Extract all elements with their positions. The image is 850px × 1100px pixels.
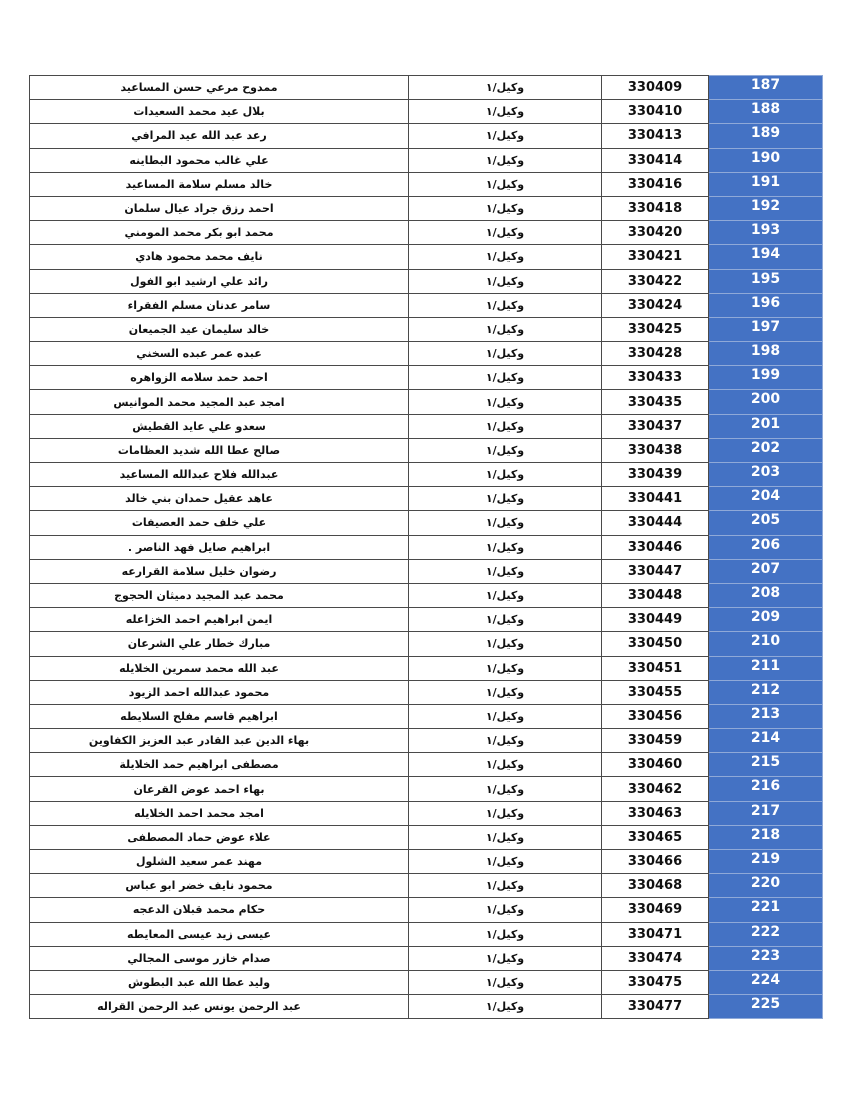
rank-cell: وكيل/١ [409, 777, 602, 801]
table-row [30, 100, 823, 124]
person-name-cell: عاهد عقيل حمدان بني خالد [30, 487, 409, 511]
personnel-number-cell: 330410 [602, 100, 709, 124]
table-row [30, 922, 823, 946]
table-row [30, 704, 823, 728]
personnel-number-cell: 330475 [602, 970, 709, 994]
personnel-number-cell: 330446 [602, 535, 709, 559]
person-name-cell: رضوان خليل سلامة القرارعه [30, 559, 409, 583]
person-name-cell: خالد سليمان عيد الجميعان [30, 317, 409, 341]
sequence-number-cell: 225 [709, 995, 823, 1019]
sequence-number-cell: 219 [709, 850, 823, 874]
rank-cell: وكيل/١ [409, 269, 602, 293]
personnel-number-cell: 330471 [602, 922, 709, 946]
person-name-cell: احمد رزق جراد عيال سلمان [30, 196, 409, 220]
sequence-number-cell: 187 [709, 76, 823, 100]
personnel-number-cell: 330409 [602, 76, 709, 100]
personnel-number-cell: 330418 [602, 196, 709, 220]
table-row [30, 196, 823, 220]
sequence-number-cell: 189 [709, 124, 823, 148]
rank-cell: وكيل/١ [409, 390, 602, 414]
person-name-cell: مهند عمر سعيد الشلول [30, 850, 409, 874]
table-row [30, 317, 823, 341]
table-row [30, 680, 823, 704]
person-name-cell: حكام محمد قبلان الدعجه [30, 898, 409, 922]
sequence-number-cell: 205 [709, 511, 823, 535]
personnel-number-cell: 330469 [602, 898, 709, 922]
personnel-number-cell: 330437 [602, 414, 709, 438]
sequence-number-cell: 193 [709, 221, 823, 245]
sequence-number-cell: 190 [709, 148, 823, 172]
personnel-number-cell: 330444 [602, 511, 709, 535]
personnel-number-cell: 330468 [602, 874, 709, 898]
table-row [30, 124, 823, 148]
personnel-number-cell: 330460 [602, 753, 709, 777]
sequence-number-cell: 213 [709, 704, 823, 728]
sequence-number-cell: 210 [709, 632, 823, 656]
personnel-number-cell: 330425 [602, 317, 709, 341]
sequence-number-cell: 222 [709, 922, 823, 946]
person-name-cell: ايمن ابراهيم احمد الخزاعله [30, 608, 409, 632]
personnel-number-cell: 330451 [602, 656, 709, 680]
person-name-cell: رائد علي ارشيد ابو الفول [30, 269, 409, 293]
table-row [30, 414, 823, 438]
person-name-cell: محمد ابو بكر محمد المومني [30, 221, 409, 245]
personnel-number-cell: 330421 [602, 245, 709, 269]
personnel-number-cell: 330414 [602, 148, 709, 172]
rank-cell: وكيل/١ [409, 922, 602, 946]
rank-cell: وكيل/١ [409, 680, 602, 704]
person-name-cell: بهاء احمد عوض القرعان [30, 777, 409, 801]
personnel-number-cell: 330456 [602, 704, 709, 728]
rank-cell: وكيل/١ [409, 148, 602, 172]
rank-cell: وكيل/١ [409, 801, 602, 825]
personnel-number-cell: 330462 [602, 777, 709, 801]
table-row [30, 269, 823, 293]
personnel-number-cell: 330439 [602, 463, 709, 487]
person-name-cell: محمود نايف خضر ابو عباس [30, 874, 409, 898]
table-row [30, 148, 823, 172]
sequence-number-cell: 215 [709, 753, 823, 777]
person-name-cell: عبد الرحمن يونس عبد الرحمن القراله [30, 995, 409, 1019]
table-row [30, 221, 823, 245]
personnel-number-cell: 330435 [602, 390, 709, 414]
personnel-number-cell: 330413 [602, 124, 709, 148]
table-row [30, 632, 823, 656]
sequence-number-cell: 224 [709, 970, 823, 994]
rank-cell: وكيل/١ [409, 559, 602, 583]
sequence-number-cell: 192 [709, 196, 823, 220]
rank-cell: وكيل/١ [409, 753, 602, 777]
person-name-cell: علي خلف حمد العصيفات [30, 511, 409, 535]
personnel-number-cell: 330477 [602, 995, 709, 1019]
table-row [30, 172, 823, 196]
personnel-number-cell: 330420 [602, 221, 709, 245]
table-row [30, 825, 823, 849]
person-name-cell: عبد الله محمد سمرين الخلايله [30, 656, 409, 680]
sequence-number-cell: 201 [709, 414, 823, 438]
personnel-number-cell: 330466 [602, 850, 709, 874]
sequence-number-cell: 209 [709, 608, 823, 632]
personnel-number-cell: 330450 [602, 632, 709, 656]
sequence-number-cell: 198 [709, 342, 823, 366]
personnel-table [29, 75, 823, 1019]
person-name-cell: امجد محمد احمد الخلايله [30, 801, 409, 825]
rank-cell: وكيل/١ [409, 100, 602, 124]
table-row [30, 293, 823, 317]
sequence-number-cell: 216 [709, 777, 823, 801]
table-row [30, 583, 823, 607]
person-name-cell: علاء عوض حماد المصطفى [30, 825, 409, 849]
sequence-number-cell: 212 [709, 680, 823, 704]
person-name-cell: ممدوح مرعي حسن المساعيد [30, 76, 409, 100]
person-name-cell: عبدالله فلاح عبدالله المساعيد [30, 463, 409, 487]
sequence-number-cell: 221 [709, 898, 823, 922]
table-row [30, 874, 823, 898]
rank-cell: وكيل/١ [409, 995, 602, 1019]
personnel-number-cell: 330448 [602, 583, 709, 607]
personnel-number-cell: 330438 [602, 438, 709, 462]
table-row [30, 245, 823, 269]
personnel-number-cell: 330416 [602, 172, 709, 196]
person-name-cell: امجد عبد المجيد محمد الموانيس [30, 390, 409, 414]
person-name-cell: خالد مسلم سلامة المساعيد [30, 172, 409, 196]
rank-cell: وكيل/١ [409, 874, 602, 898]
rank-cell: وكيل/١ [409, 825, 602, 849]
table-row [30, 366, 823, 390]
personnel-number-cell: 330449 [602, 608, 709, 632]
personnel-number-cell: 330465 [602, 825, 709, 849]
rank-cell: وكيل/١ [409, 124, 602, 148]
person-name-cell: بهاء الدين عبد القادر عبد العزيز الكفاوين [30, 729, 409, 753]
rank-cell: وكيل/١ [409, 414, 602, 438]
table-row [30, 390, 823, 414]
rank-cell: وكيل/١ [409, 656, 602, 680]
table-row [30, 656, 823, 680]
table-row [30, 946, 823, 970]
rank-cell: وكيل/١ [409, 196, 602, 220]
rank-cell: وكيل/١ [409, 245, 602, 269]
person-name-cell: نايف محمد محمود هادي [30, 245, 409, 269]
table-row [30, 342, 823, 366]
sequence-number-cell: 207 [709, 559, 823, 583]
personnel-number-cell: 330433 [602, 366, 709, 390]
personnel-number-cell: 330441 [602, 487, 709, 511]
sequence-number-cell: 218 [709, 825, 823, 849]
table-row [30, 753, 823, 777]
person-name-cell: صدام خازر موسى المجالي [30, 946, 409, 970]
rank-cell: وكيل/١ [409, 172, 602, 196]
person-name-cell: احمد حمد سلامه الزواهره [30, 366, 409, 390]
sequence-number-cell: 217 [709, 801, 823, 825]
table-row [30, 801, 823, 825]
table-row [30, 463, 823, 487]
sequence-number-cell: 188 [709, 100, 823, 124]
rank-cell: وكيل/١ [409, 632, 602, 656]
personnel-number-cell: 330424 [602, 293, 709, 317]
sequence-number-cell: 211 [709, 656, 823, 680]
sequence-number-cell: 200 [709, 390, 823, 414]
rank-cell: وكيل/١ [409, 221, 602, 245]
sequence-number-cell: 191 [709, 172, 823, 196]
table-row [30, 777, 823, 801]
personnel-number-cell: 330455 [602, 680, 709, 704]
sequence-number-cell: 194 [709, 245, 823, 269]
person-name-cell: محمود عبدالله احمد الزيود [30, 680, 409, 704]
table-row [30, 898, 823, 922]
person-name-cell: عيسى زيد عيسى المعايطه [30, 922, 409, 946]
person-name-cell: وليد عطا الله عبد البطوش [30, 970, 409, 994]
person-name-cell: ابراهيم صايل فهد الناصر . [30, 535, 409, 559]
rank-cell: وكيل/١ [409, 487, 602, 511]
rank-cell: وكيل/١ [409, 463, 602, 487]
sequence-number-cell: 204 [709, 487, 823, 511]
rank-cell: وكيل/١ [409, 76, 602, 100]
rank-cell: وكيل/١ [409, 583, 602, 607]
personnel-number-cell: 330474 [602, 946, 709, 970]
table-row [30, 729, 823, 753]
rank-cell: وكيل/١ [409, 535, 602, 559]
person-name-cell: مصطفى ابراهيم حمد الخلايلة [30, 753, 409, 777]
personnel-number-cell: 330447 [602, 559, 709, 583]
sequence-number-cell: 196 [709, 293, 823, 317]
personnel-table-body [30, 76, 823, 1019]
rank-cell: وكيل/١ [409, 898, 602, 922]
rank-cell: وكيل/١ [409, 729, 602, 753]
person-name-cell: سامر عدنان مسلم الفقراء [30, 293, 409, 317]
table-row [30, 487, 823, 511]
personnel-number-cell: 330459 [602, 729, 709, 753]
personnel-number-cell: 330422 [602, 269, 709, 293]
table-row [30, 608, 823, 632]
person-name-cell: ابراهيم قاسم مفلح السلايطه [30, 704, 409, 728]
table-row [30, 970, 823, 994]
sequence-number-cell: 220 [709, 874, 823, 898]
person-name-cell: رعد عبد الله عيد المرافي [30, 124, 409, 148]
sequence-number-cell: 195 [709, 269, 823, 293]
personnel-number-cell: 330463 [602, 801, 709, 825]
table-row [30, 559, 823, 583]
rank-cell: وكيل/١ [409, 293, 602, 317]
table-row [30, 850, 823, 874]
sequence-number-cell: 199 [709, 366, 823, 390]
sequence-number-cell: 206 [709, 535, 823, 559]
table-row [30, 438, 823, 462]
person-name-cell: علي غالب محمود البطاينه [30, 148, 409, 172]
rank-cell: وكيل/١ [409, 608, 602, 632]
person-name-cell: سعدو علي عايد القطيش [30, 414, 409, 438]
person-name-cell: بلال عيد محمد السعيدات [30, 100, 409, 124]
table-row [30, 535, 823, 559]
rank-cell: وكيل/١ [409, 946, 602, 970]
rank-cell: وكيل/١ [409, 342, 602, 366]
sequence-number-cell: 223 [709, 946, 823, 970]
table-row [30, 511, 823, 535]
sequence-number-cell: 214 [709, 729, 823, 753]
personnel-number-cell: 330428 [602, 342, 709, 366]
sequence-number-cell: 202 [709, 438, 823, 462]
rank-cell: وكيل/١ [409, 366, 602, 390]
person-name-cell: صالح عطا الله شديد العظامات [30, 438, 409, 462]
person-name-cell: محمد عبد المجيد دميثان الحجوج [30, 583, 409, 607]
sequence-number-cell: 208 [709, 583, 823, 607]
rank-cell: وكيل/١ [409, 704, 602, 728]
rank-cell: وكيل/١ [409, 511, 602, 535]
sequence-number-cell: 197 [709, 317, 823, 341]
table-row [30, 995, 823, 1019]
rank-cell: وكيل/١ [409, 317, 602, 341]
rank-cell: وكيل/١ [409, 438, 602, 462]
rank-cell: وكيل/١ [409, 970, 602, 994]
sequence-number-cell: 203 [709, 463, 823, 487]
person-name-cell: مبارك خطار علي الشرعان [30, 632, 409, 656]
rank-cell: وكيل/١ [409, 850, 602, 874]
table-row [30, 76, 823, 100]
person-name-cell: عبده عمر عبده السخني [30, 342, 409, 366]
